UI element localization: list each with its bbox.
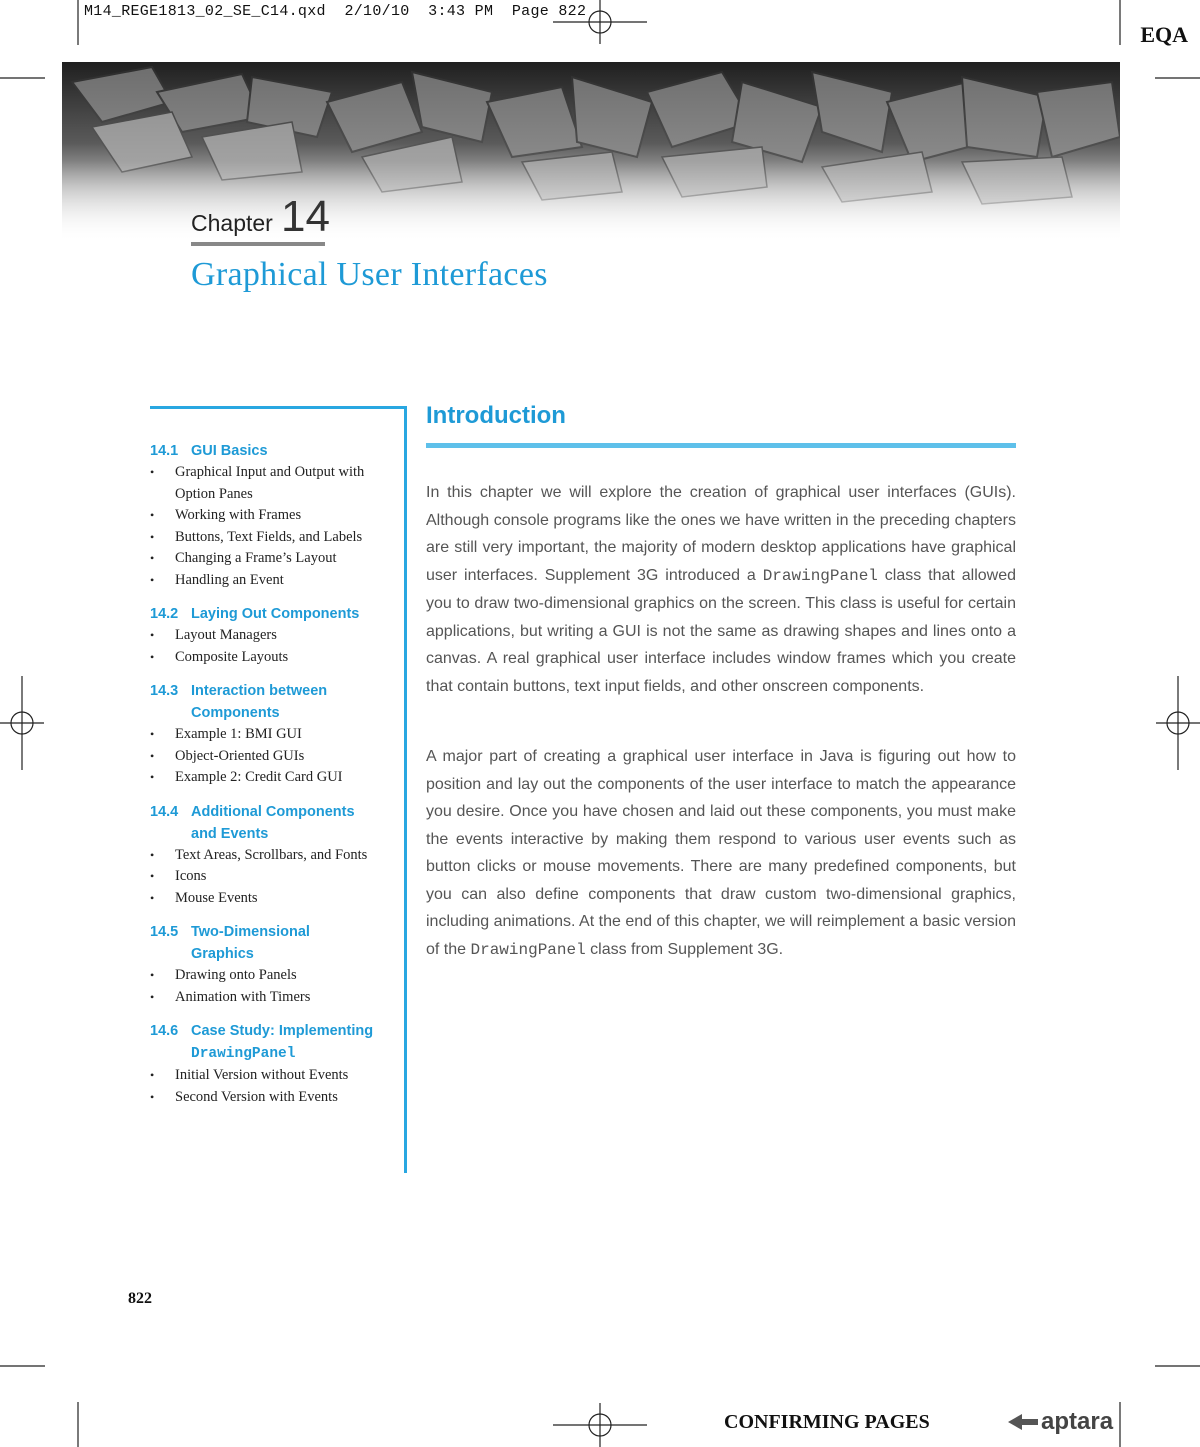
toc-item-list bbox=[150, 462, 400, 591]
toc-section bbox=[150, 603, 400, 668]
chapter-number: 14 bbox=[281, 192, 330, 241]
toc-item: • Animation with Timers bbox=[150, 987, 400, 1009]
toc-section-title bbox=[191, 440, 268, 462]
introduction-heading: Introduction bbox=[426, 402, 566, 429]
toc-item: • Changing a Frame’s Layout bbox=[150, 548, 400, 570]
toc-section-heading bbox=[150, 921, 400, 965]
toc-item: • Initial Version without Events bbox=[150, 1065, 400, 1087]
toc-section-title bbox=[191, 680, 327, 724]
toc-section-heading bbox=[150, 1020, 400, 1065]
toc-item-list bbox=[150, 724, 400, 789]
toc-item: • Mouse Events bbox=[150, 888, 400, 910]
aptara-arrow-icon bbox=[1008, 1412, 1038, 1432]
toc-item: • Buttons, Text Fields, and Labels bbox=[150, 527, 400, 549]
aptara-wordmark: aptara bbox=[1041, 1408, 1114, 1435]
toc-section-number: 14.5 bbox=[150, 924, 179, 940]
toc-section-title bbox=[191, 801, 355, 845]
toc-section-number: 14.1 bbox=[150, 443, 179, 459]
toc-section-number: 14.4 bbox=[150, 803, 179, 820]
toc-section-title bbox=[191, 1020, 373, 1065]
toc-item: • Example 1: BMI GUI bbox=[150, 724, 400, 746]
toc-section-title-line: and Events bbox=[191, 825, 269, 842]
toc-item: • Drawing onto Panels bbox=[150, 965, 400, 987]
toc-side-rule bbox=[404, 406, 407, 1173]
toc-section-title-line: Case Study: Implementing bbox=[191, 1023, 374, 1039]
page-number: 822 bbox=[128, 1290, 152, 1307]
toc-item: • Graphical Input and Output with Option Panes bbox=[150, 462, 400, 505]
toc-section-title-line: Laying Out Components bbox=[191, 606, 360, 622]
toc-item: • Text Areas, Scrollbars, and Fonts bbox=[150, 845, 400, 867]
toc-section-heading bbox=[150, 801, 400, 845]
toc-section-title bbox=[191, 603, 359, 625]
toc-section-code: DrawingPanel bbox=[191, 1046, 296, 1062]
toc-item: • Handling an Event bbox=[150, 570, 400, 592]
intro-paragraph-1 bbox=[426, 479, 1016, 700]
toc-section-title-line: Interaction between bbox=[191, 683, 328, 699]
toc-section bbox=[150, 680, 400, 789]
eqa-mark: EQA bbox=[1140, 22, 1188, 47]
code-drawingpanel: DrawingPanel bbox=[470, 940, 586, 959]
toc-section bbox=[150, 801, 400, 910]
toc-item: • Layout Managers bbox=[150, 625, 400, 647]
file-slug: M14_REGE1813_02_SE_C14.qxd 2/10/10 3:43 PM Page 822 bbox=[84, 3, 587, 20]
toc-section-title bbox=[191, 921, 310, 965]
toc-section-title-line: Additional Components bbox=[191, 803, 355, 820]
text-run: In this chapter we will explore the creation of graphical user interfaces (GUIs). Although console programs like the ones we have written in the preceding chapters are still very important, the majority of modern desktop applications have graphical user interfaces. Supplement 3G introduced a bbox=[426, 484, 1016, 584]
text-run: class from Supplement 3G. bbox=[585, 940, 784, 958]
toc-section bbox=[150, 1020, 400, 1108]
registration-mark-right bbox=[1156, 676, 1200, 770]
toc-section-title-line: Components bbox=[191, 705, 280, 721]
intro-paragraph-2 bbox=[426, 743, 1016, 964]
toc-section-number: 14.6 bbox=[150, 1023, 179, 1039]
registration-mark-bottom bbox=[553, 1403, 647, 1447]
confirming-pages-label: CONFIRMING PAGES bbox=[724, 1411, 930, 1433]
introduction-rule bbox=[426, 443, 1016, 448]
chapter-rule bbox=[191, 242, 325, 246]
aptara-logo bbox=[1008, 1408, 1113, 1436]
registration-mark-top bbox=[553, 0, 647, 44]
toc-item: • Object-Oriented GUIs bbox=[150, 746, 400, 768]
text-run: A major part of creating a graphical user interface in Java is figuring out how to position and lay out the components of the user interface to match the appearance you desire. Once you have chosen and laid out these components, you must make the events interactive by making them respond to various user events such as button clicks or mouse movements. There are many predefined components, but you can also define components that draw custom two-dimensional graphics, including animations. At the end of this chapter, we will reimplement a basic version of the bbox=[426, 748, 1016, 958]
chapter-title: Graphical User Interfaces bbox=[191, 256, 548, 293]
toc-item-list bbox=[150, 845, 400, 910]
chapter-outline bbox=[150, 440, 400, 1120]
toc-section-number: 14.3 bbox=[150, 683, 179, 699]
toc-section bbox=[150, 921, 400, 1008]
toc-section-heading bbox=[150, 680, 400, 724]
toc-section-number: 14.2 bbox=[150, 606, 179, 622]
toc-item: • Composite Layouts bbox=[150, 647, 400, 669]
toc-section-title-line: Two-Dimensional bbox=[191, 924, 310, 940]
toc-section bbox=[150, 440, 400, 591]
toc-item: • Icons bbox=[150, 866, 400, 888]
toc-section-heading bbox=[150, 440, 400, 462]
toc-item: • Working with Frames bbox=[150, 505, 400, 527]
toc-item: • Second Version with Events bbox=[150, 1087, 400, 1109]
registration-mark-left bbox=[0, 676, 44, 770]
toc-top-rule bbox=[150, 406, 406, 409]
toc-item-list bbox=[150, 965, 400, 1008]
toc-item-list bbox=[150, 625, 400, 668]
code-drawingpanel: DrawingPanel bbox=[762, 566, 878, 585]
chapter-label: Chapter bbox=[191, 210, 273, 236]
toc-section-heading bbox=[150, 603, 400, 625]
text-run: class that allowed you to draw two-dimensional graphics on the screen. This class is useful for certain applications, but writing a GUI is not the same as drawing shapes and lines onto a canvas. A real graphical user interface includes window frames which you create that contain buttons, text input fields, and other onscreen components. bbox=[426, 566, 1016, 695]
toc-section-title-line: GUI Basics bbox=[191, 443, 268, 459]
toc-item-list bbox=[150, 1065, 400, 1108]
toc-section-title-line: Graphics bbox=[191, 946, 254, 962]
toc-item: • Example 2: Credit Card GUI bbox=[150, 767, 400, 789]
